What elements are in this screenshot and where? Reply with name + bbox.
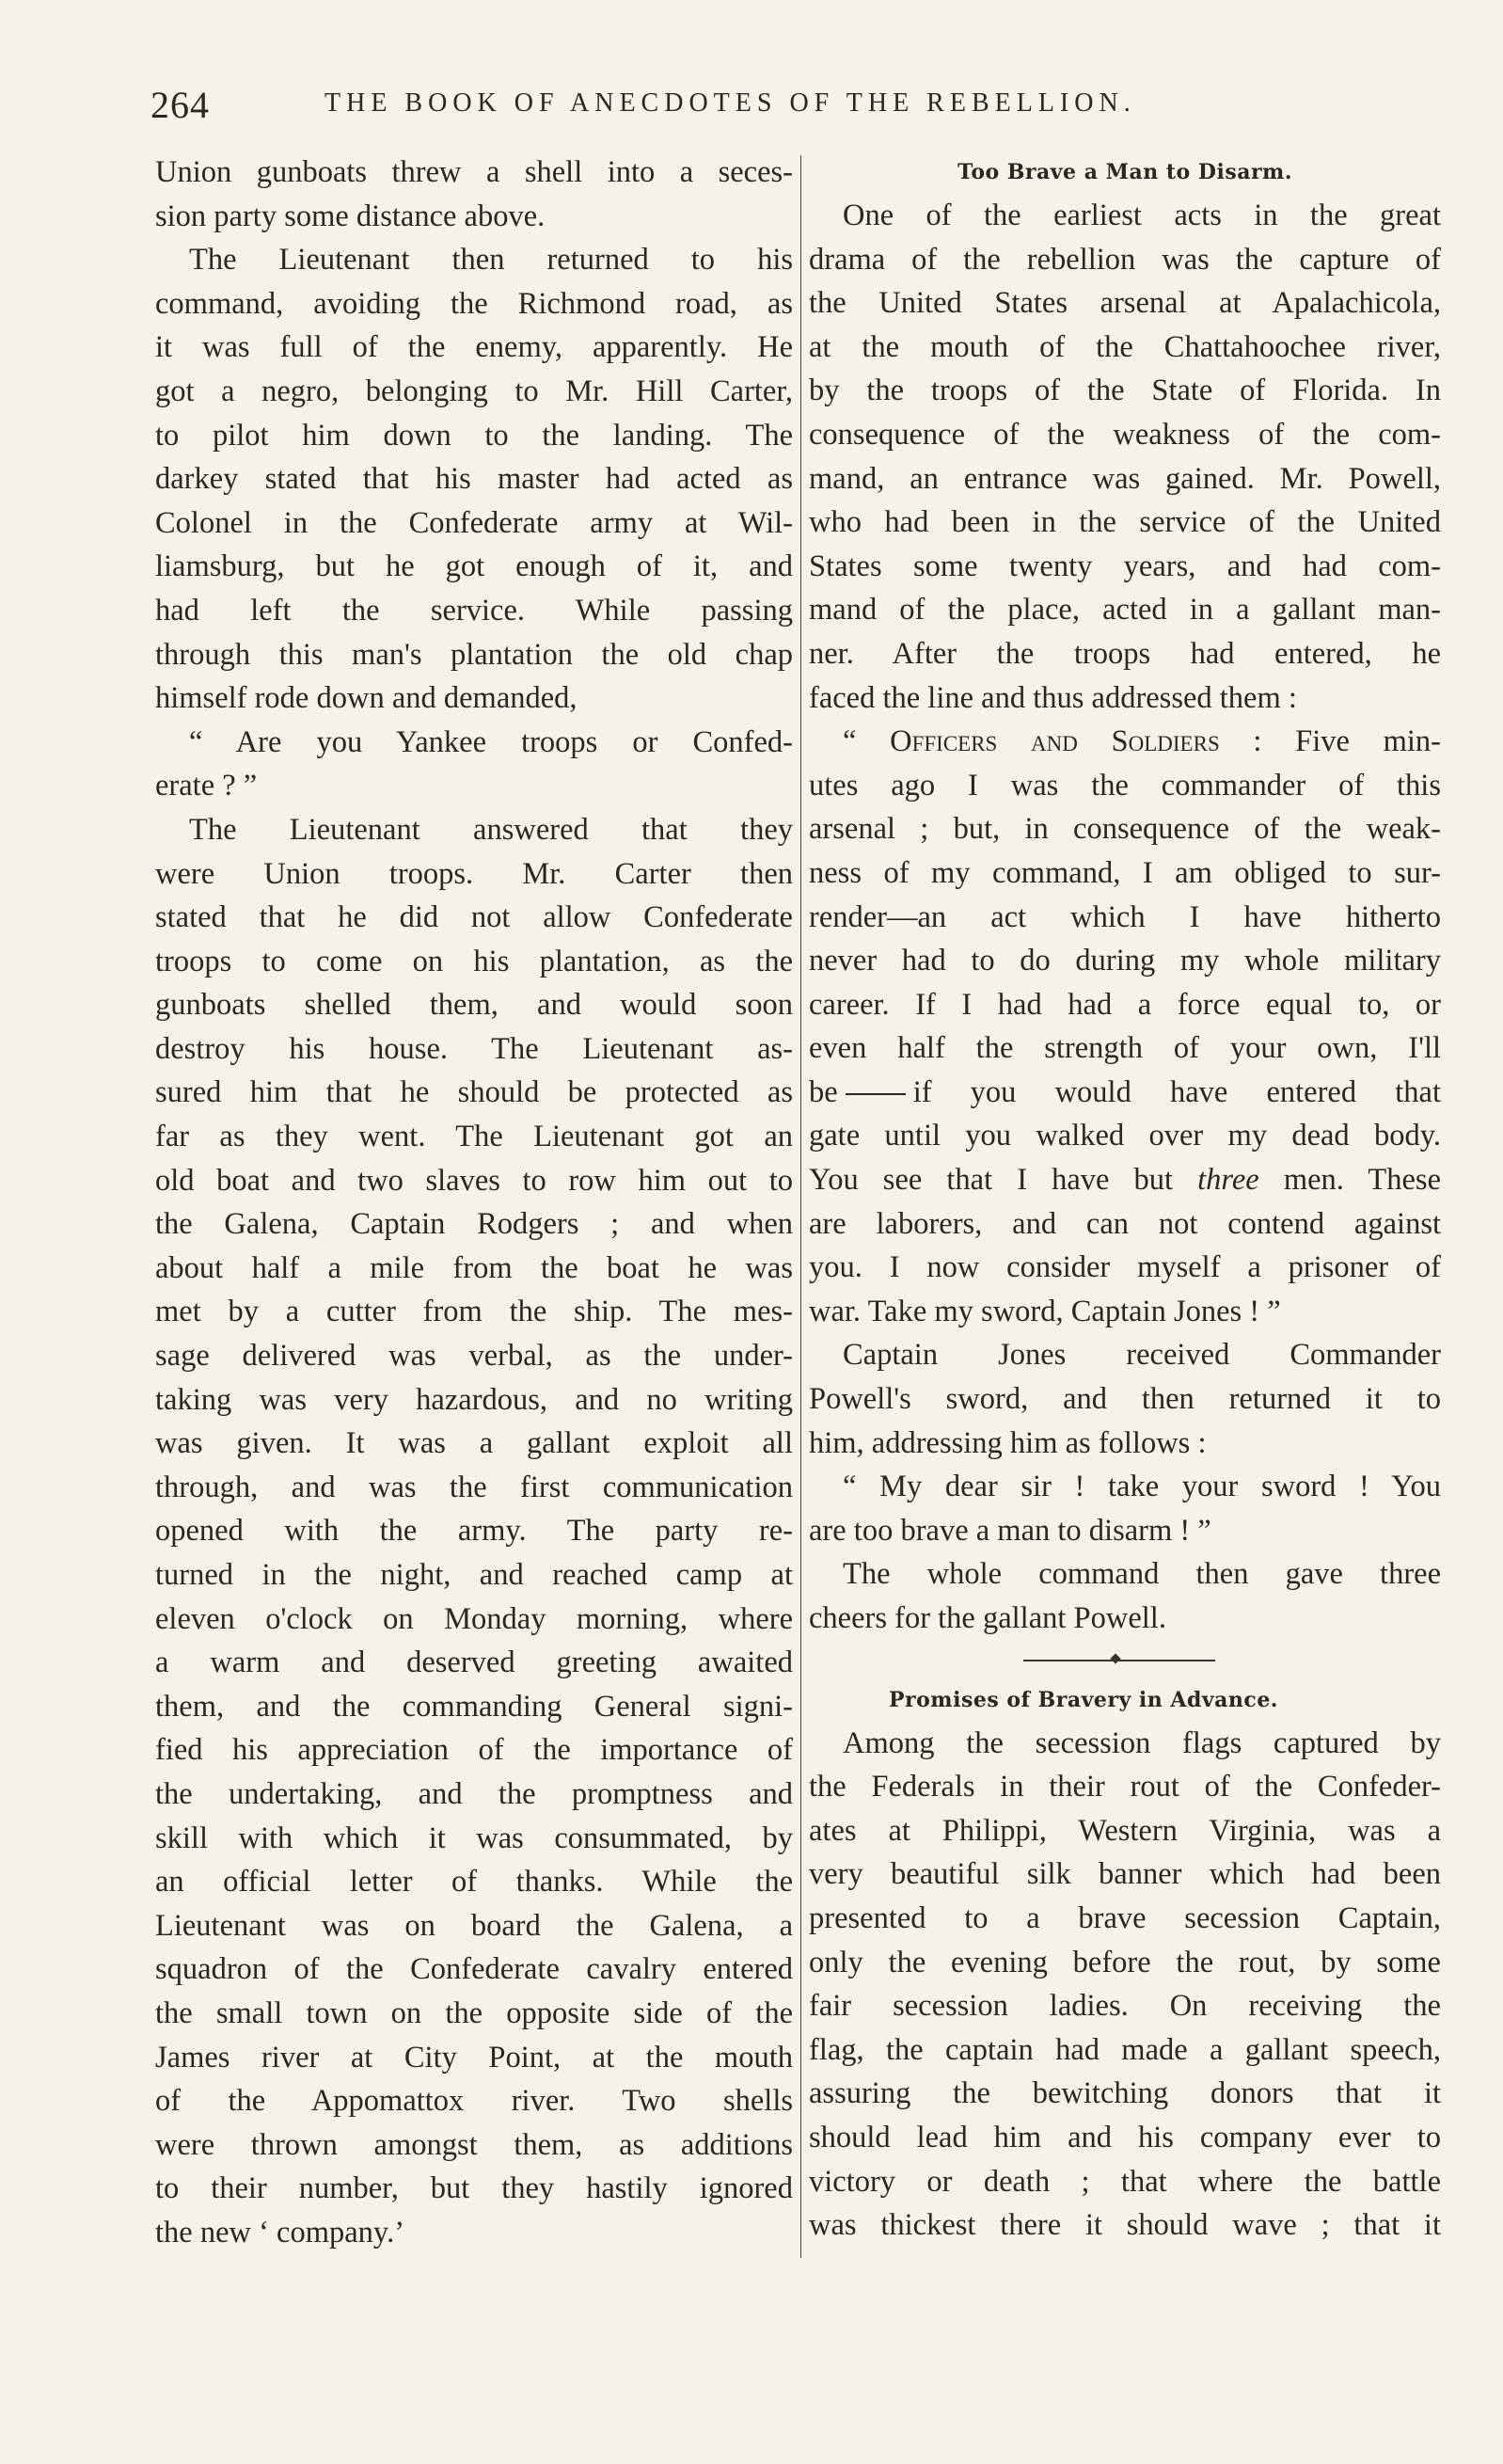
column-rule: [800, 155, 801, 2258]
text-line: One of the earliest acts in the great: [843, 199, 1441, 232]
text-line: Colonel in the Confederate army at Wil-: [155, 505, 793, 540]
text-line: very beautiful silk banner which had been: [809, 1857, 1441, 1892]
text-line: opened with the army. The party re-: [155, 1514, 793, 1549]
section-body-too-brave: [809, 194, 1441, 720]
text-line: career. If I had had a force equal to, or: [809, 987, 1441, 1022]
text-line: mand of the place, acted in a gallant man-: [809, 593, 1441, 628]
text-line: about half a mile from the boat he was: [155, 1250, 793, 1285]
text-line: assuring the bewitching donors that it: [809, 2076, 1441, 2111]
section-separator: [809, 1641, 1441, 1678]
text-line: got a negro, belonging to Mr. Hill Carter,: [155, 374, 793, 408]
text-line: drama of the rebellion was the capture of: [809, 242, 1441, 277]
text-line: render—an act which I have hitherto: [809, 899, 1441, 934]
text-line: Powell's sword, and then returned it to: [809, 1382, 1441, 1417]
text-line: “ My dear sir ! take your sword ! You: [843, 1470, 1441, 1504]
text-line: the new ‘ company.’: [155, 2215, 405, 2249]
text-line: “ Are you Yankee troops or Confed-: [189, 724, 793, 759]
text-line: the small town on the opposite side of the: [155, 1995, 793, 2030]
text-line: were thrown amongst them, as additions: [155, 2127, 793, 2162]
text-line: mand, an entrance was gained. Mr. Powell,: [809, 461, 1441, 496]
speech-line-be: [809, 1071, 1441, 1115]
text-line: arsenal ; but, in consequence of the weak-: [809, 812, 1441, 847]
page-number: 264: [150, 84, 210, 126]
text-line: darkey stated that his master had acted as: [155, 462, 793, 497]
text-line: gunboats shelled them, and would soon: [155, 988, 793, 1023]
speech-lines-3: [809, 1202, 1441, 1641]
text-line: taking was very hazardous, and no writing: [155, 1382, 793, 1417]
section-title-too-brave: Too Brave a Man to Disarm.: [957, 160, 1292, 184]
text-line: was given. It was a gallant exploit all: [155, 1426, 793, 1461]
text-line: James river at City Point, at the mouth: [155, 2040, 793, 2075]
text-line: to pilot him down to the landing. The: [155, 418, 793, 453]
text-line: presented to a brave secession Captain,: [809, 1900, 1441, 1935]
text-line: the undertaking, and the promptness and: [155, 1776, 793, 1811]
text-line: himself rode down and demanded,: [155, 681, 577, 716]
text-line: the Federals in their rout of the Confeder-: [809, 1770, 1441, 1804]
text-line: Lieutenant was on board the Galena, a: [155, 1908, 793, 1943]
text-line: the Galena, Captain Rodgers ; and when: [155, 1207, 793, 1242]
text-line: sage delivered was verbal, as the under-: [155, 1339, 793, 1374]
text-line: who had been in the service of the United: [809, 505, 1441, 540]
speech-be-word: be: [809, 1074, 838, 1109]
text-line: are laborers, and can not contend against: [809, 1206, 1441, 1241]
running-head: THE BOOK OF ANECDOTES OF THE REBELLION.: [324, 88, 1136, 118]
text-line: The Lieutenant answered that they: [189, 812, 793, 847]
text-line: skill with which it was consummated, by: [155, 1820, 793, 1855]
speech-first-line: [809, 720, 1441, 764]
text-line: ness of my command, I am obliged to sur-: [809, 855, 1441, 890]
text-line: an official letter of thanks. While the: [155, 1865, 793, 1900]
text-line: never had to do during my whole military: [809, 944, 1441, 978]
text-line: the United States arsenal at Apalachicola,: [809, 286, 1441, 321]
right-column: [809, 151, 1441, 2248]
three-pre: You see that I have but: [809, 1163, 1198, 1198]
speech-address: “ Officers and Soldiers :: [843, 724, 1262, 759]
speech-lines-2: [809, 1114, 1441, 1158]
text-line: cheers for the gallant Powell.: [809, 1601, 1166, 1635]
separator-diamond: [1110, 1653, 1120, 1663]
text-line: Among the secession flags captured by: [843, 1725, 1441, 1760]
three-word: three: [1197, 1163, 1259, 1198]
left-column: [155, 151, 793, 2255]
text-line: States some twenty years, and had com-: [809, 548, 1441, 583]
text-line: Captain Jones received Commander: [843, 1338, 1441, 1373]
text-line: even half the strength of your own, I'll: [809, 1031, 1441, 1066]
speech-line-three: [809, 1158, 1441, 1202]
text-line: had left the service. While passing: [155, 593, 793, 628]
text-line: war. Take my sword, Captain Jones ! ”: [809, 1294, 1281, 1328]
section-title-promises: Promises of Bravery in Advance.: [889, 1687, 1278, 1712]
text-line: at the mouth of the Chattahoochee river,: [809, 329, 1441, 364]
three-post: men. These: [1258, 1163, 1441, 1198]
text-line: met by a cutter from the ship. The mes-: [155, 1295, 793, 1329]
text-line: ates at Philippi, Western Virginia, was a: [809, 1813, 1441, 1848]
text-line: you. I now consider myself a prisoner of: [809, 1250, 1441, 1285]
page-header: [150, 83, 1307, 130]
text-line: only the evening before the rout, by some: [809, 1945, 1441, 1979]
text-line: a warm and deserved greeting awaited: [155, 1645, 793, 1680]
text-line: squadron of the Confederate cavalry entered: [155, 1952, 793, 1987]
text-line: them, and the commanding General signi-: [155, 1689, 793, 1724]
text-line: stated that he did not allow Confederate: [155, 900, 793, 935]
text-line: old boat and two slaves to row him out to: [155, 1163, 793, 1198]
speech-lines: [809, 764, 1441, 1071]
speech-be-rest: if you would have entered that: [912, 1074, 1441, 1109]
text-line: to their number, but they hastily ignored: [155, 2171, 793, 2206]
text-line: utes ago I was the commander of this: [809, 768, 1441, 803]
text-line: was thickest there it should wave ; that it: [809, 2208, 1441, 2243]
text-line: flag, the captain had made a gallant speech,: [809, 2032, 1441, 2067]
text-line: destroy his house. The Lieutenant as-: [155, 1031, 793, 1066]
text-line: victory or death ; that where the battle: [809, 2164, 1441, 2199]
text-line: were Union troops. Mr. Carter then: [155, 856, 793, 891]
text-line: it was full of the enemy, apparently. He: [155, 330, 793, 365]
text-line: by the troops of the State of Florida. In: [809, 374, 1441, 408]
text-line: of the Appomattox river. Two shells: [155, 2084, 793, 2119]
text-line: are too brave a man to disarm ! ”: [809, 1513, 1211, 1548]
text-line: sion party some distance above.: [155, 199, 546, 233]
speech-first-line-rest: Five min-: [1261, 724, 1441, 759]
text-line: should lead him and his company ever to: [809, 2120, 1441, 2154]
text-line: him, addressing him as follows :: [809, 1425, 1207, 1460]
text-line: through, and was the first communication: [155, 1470, 793, 1504]
text-line: command, avoiding the Richmond road, as: [155, 286, 793, 321]
text-line: faced the line and thus addressed them :: [809, 680, 1297, 715]
text-line: The whole command then gave three: [843, 1557, 1441, 1592]
section-body-promises: [809, 1722, 1441, 2248]
text-line: Union gunboats threw a shell into a seces-: [155, 155, 793, 189]
text-line: sured him that he should be protected as: [155, 1075, 793, 1110]
text-line: fied his appreciation of the importance of: [155, 1733, 793, 1768]
text-line: The Lieutenant then returned to his: [189, 243, 793, 278]
text-line: liamsburg, but he got enough of it, and: [155, 549, 793, 584]
censored-dash: [846, 1093, 906, 1095]
text-line: troops to come on his plantation, as the: [155, 944, 793, 978]
text-line: fair secession ladies. On receiving the: [809, 1989, 1441, 2024]
text-line: far as they went. The Lieutenant got an: [155, 1120, 793, 1154]
text-line: consequence of the weakness of the com-: [809, 417, 1441, 452]
text-line: through this man's plantation the old chap: [155, 637, 793, 672]
text-line: erate ? ”: [155, 769, 258, 803]
text-line: eleven o'clock on Monday morning, where: [155, 1601, 793, 1636]
text-line: ner. After the troops had entered, he: [809, 636, 1441, 671]
text-line: gate until you walked over my dead body.: [809, 1119, 1441, 1153]
text-line: turned in the night, and reached camp at: [155, 1558, 793, 1592]
